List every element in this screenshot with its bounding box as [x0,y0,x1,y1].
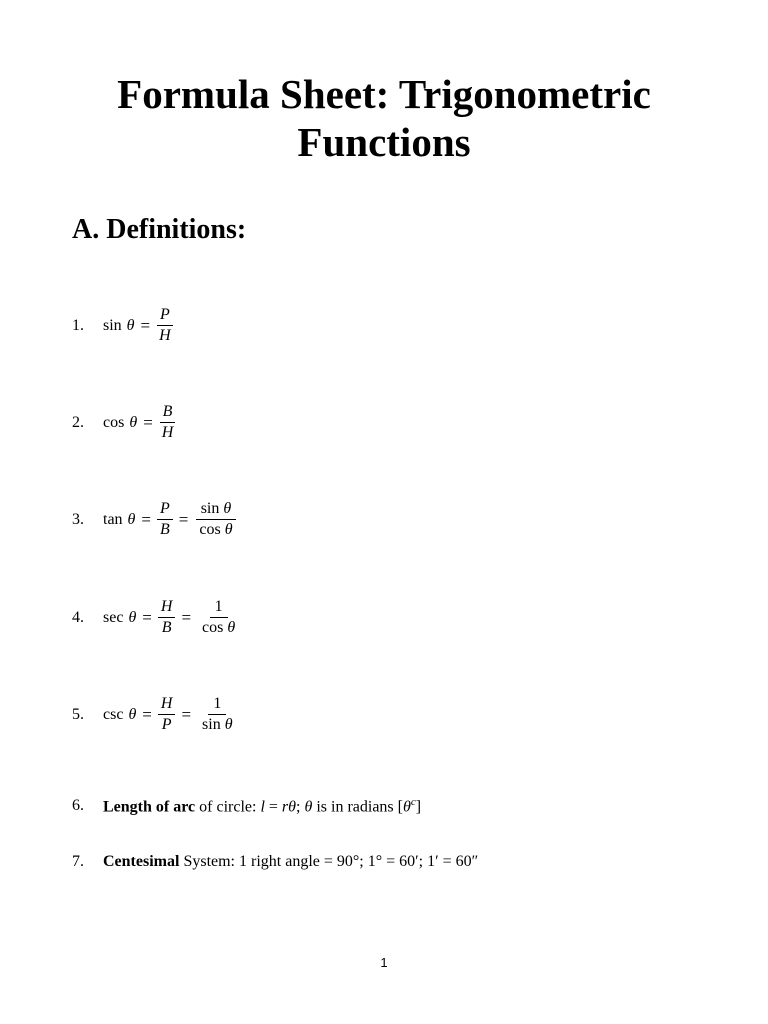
fraction [156,305,174,346]
item-number: 2. [72,413,84,431]
text-segment: ] [415,798,422,816]
fraction-numerator: H [158,597,176,618]
fraction-denominator [197,715,238,735]
fraction [159,402,177,443]
variable-theta: θ [128,705,137,723]
fraction-denominator: B [161,619,172,636]
variable-theta: θ [223,500,232,517]
fraction-numerator [196,499,237,520]
fraction-numerator: B [160,402,176,423]
fraction-2 [197,597,240,638]
fraction-2 [197,694,238,735]
function-name: sin [202,716,221,733]
item-text [103,796,421,816]
item-number: 5. [72,705,84,723]
equals-sign: = [141,509,151,529]
function-name: cos [202,619,224,636]
variable-theta: θ [402,798,411,816]
fraction [157,499,173,540]
section-heading-definitions: A. Definitions: [72,214,247,245]
fraction-numerator: P [157,305,173,326]
text-segment: of circle: [195,798,261,816]
bold-term: Length of arc [103,798,196,816]
item-number: 6. [72,797,84,815]
fraction-numerator: 1 [208,694,226,715]
fraction-denominator: B [160,521,170,538]
fraction-denominator: H [159,327,171,344]
equals-sign: = [264,798,282,816]
item-number: 3. [72,510,84,528]
function-name: sec [103,608,124,626]
page-number: 1 [380,955,388,970]
formula-item-7 [72,853,478,871]
function-name: cos [103,413,125,431]
variable-theta: θ [224,716,233,733]
title-line-1: Formula Sheet: Trigonometric [117,71,651,117]
document-title [0,70,768,166]
variable-theta: θ [129,413,138,431]
fraction-numerator: P [157,499,173,520]
fraction [158,597,176,638]
formula-item-4 [72,597,240,638]
title-line-2: Functions [297,119,471,165]
text-segment: ; [296,798,305,816]
fraction-denominator [194,520,237,540]
equals-sign: = [142,704,152,724]
equals-sign-2: = [181,607,192,627]
function-name: csc [103,705,124,723]
item-text [103,853,478,871]
formula-item-2 [72,402,176,443]
variable-theta: θ [224,521,233,538]
fraction-numerator: H [158,694,176,715]
text-segment: System: 1 right angle = 90°; 1° = 60′; 1′ = 60″ [179,853,479,870]
variable-theta: θ [126,316,135,334]
fraction-denominator [197,618,240,638]
function-name: cos [199,521,221,538]
formula-item-5 [72,694,238,735]
formula-item-3 [72,499,238,540]
variable-theta: θ [127,510,136,528]
superscript-c: c [410,796,416,808]
bold-term: Centesimal [103,853,180,870]
fraction [158,694,176,735]
fraction-numerator: 1 [210,597,228,618]
fraction-denominator: P [161,716,172,733]
equals-sign: = [143,412,153,432]
formula-item-1 [72,305,174,346]
equals-sign-2: = [178,509,189,529]
variable-theta: θ [227,619,236,636]
variable-r-theta: rθ [281,798,297,816]
item-number: 4. [72,608,84,626]
variable-theta: θ [304,798,313,816]
equals-sign: = [142,607,152,627]
fraction-2 [194,499,237,540]
function-name: sin [103,316,122,334]
function-name: tan [103,510,123,528]
equals-sign: = [140,315,151,335]
function-name: sin [200,500,220,517]
variable-l: l [260,798,265,816]
formula-item-6 [72,796,421,816]
variable-theta: θ [128,608,137,626]
fraction-denominator: H [161,424,174,441]
item-number: 7. [72,853,84,870]
equals-sign-2: = [181,704,192,724]
text-segment: is in radians [ [312,798,403,816]
item-number: 1. [72,316,84,334]
